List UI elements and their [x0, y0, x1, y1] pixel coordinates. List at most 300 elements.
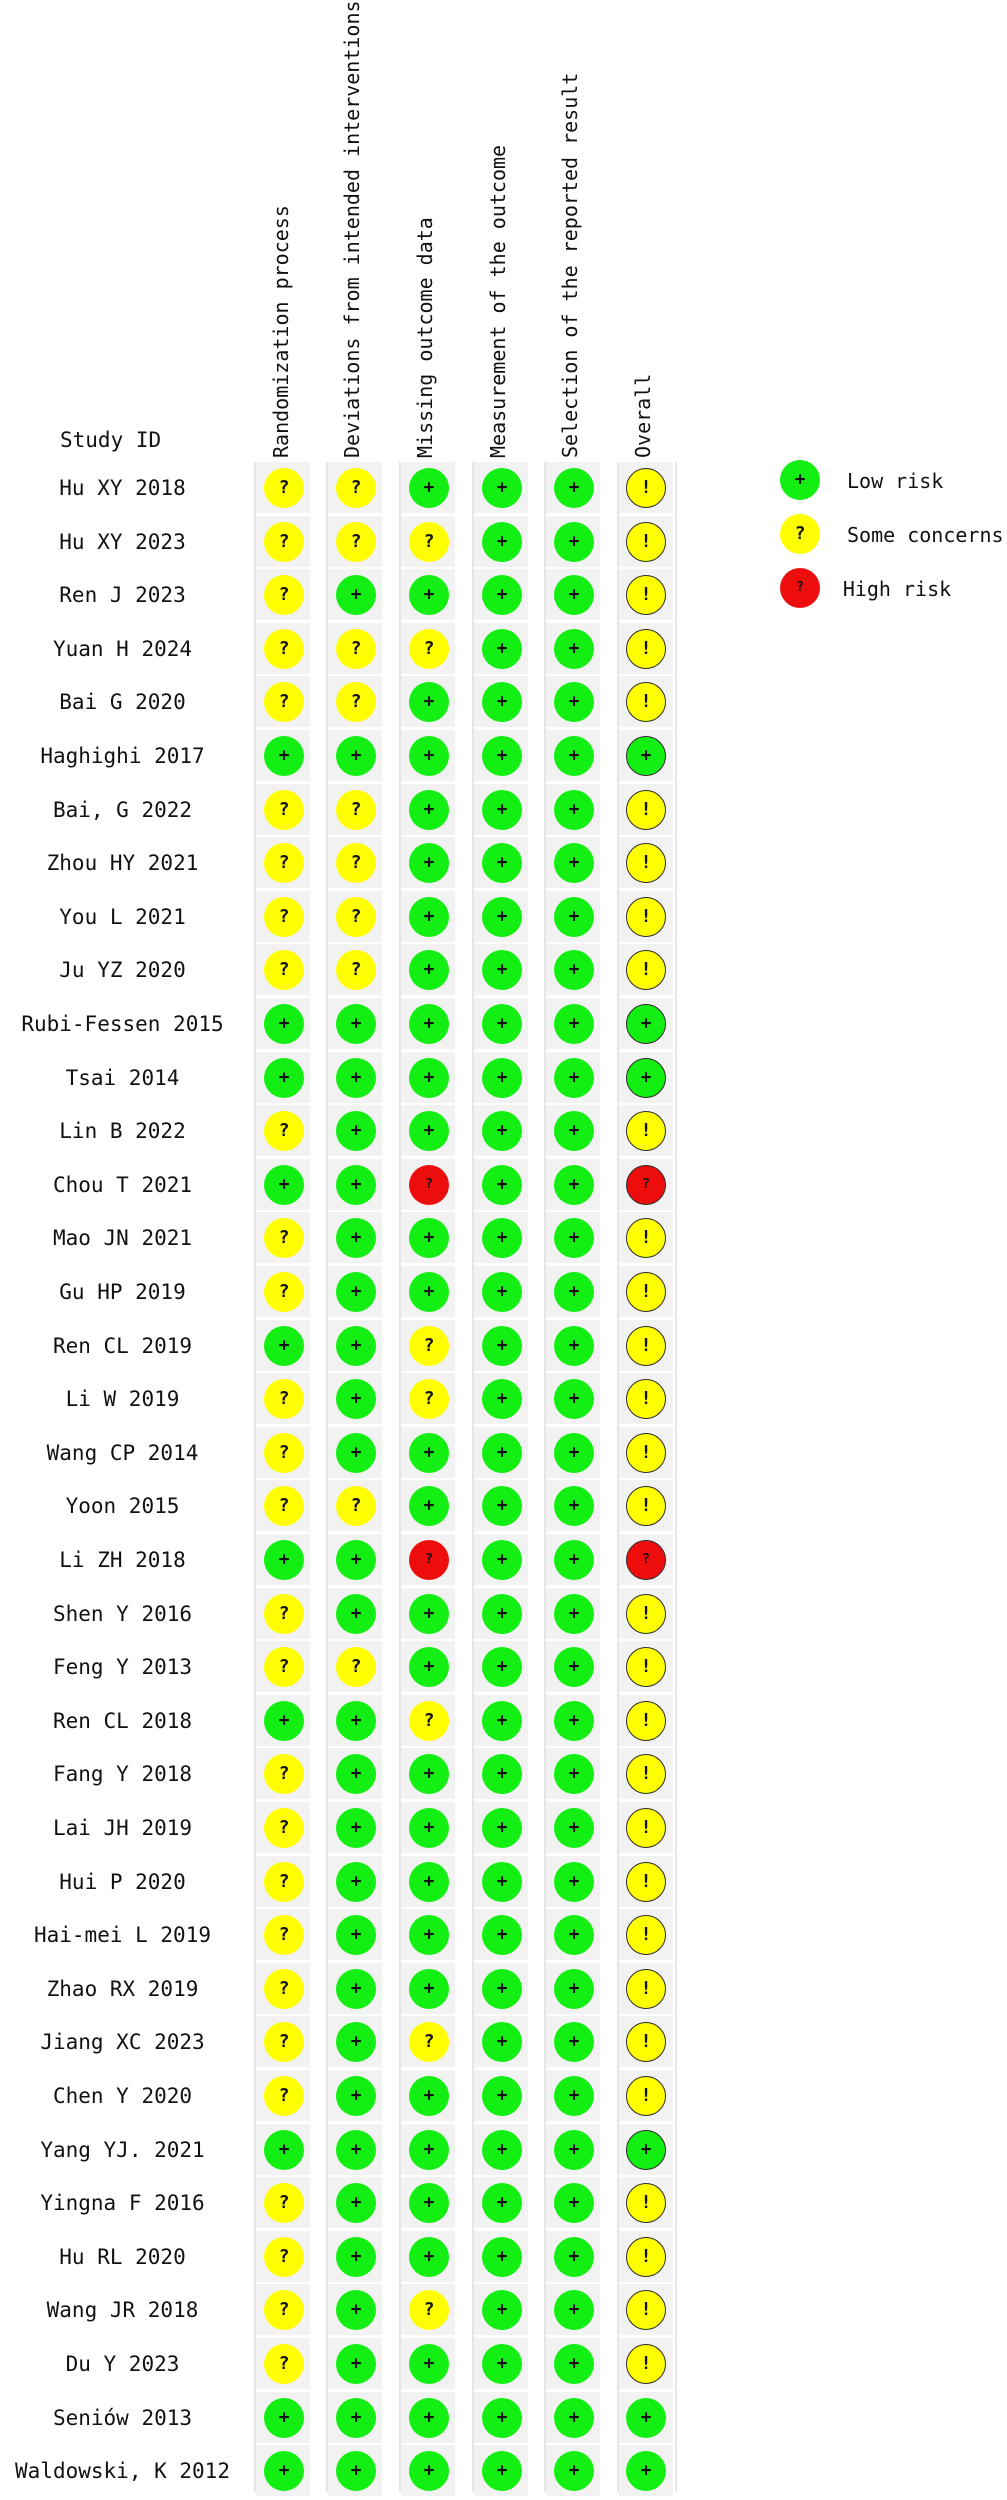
judgement-low-measurement: + — [482, 1433, 522, 1473]
judgement-low-selection: + — [554, 1165, 594, 1205]
judgement-low-selection: + — [554, 1969, 594, 2009]
judgement-low-missing-data: + — [409, 897, 449, 937]
judgement-low-randomization: + — [264, 1701, 304, 1741]
judgement-low-missing-data: + — [409, 1433, 449, 1473]
judgement-some-randomization: ? — [264, 2290, 304, 2330]
judgement-some-overall: ! — [626, 1647, 666, 1687]
judgement-low-overall: + — [626, 2130, 666, 2170]
judgement-some-deviations: ? — [336, 790, 376, 830]
judgement-some-overall: ! — [626, 1433, 666, 1473]
judgement-low-missing-data: + — [409, 1218, 449, 1258]
judgement-some-overall: ! — [626, 1915, 666, 1955]
judgement-low-deviations: + — [336, 1915, 376, 1955]
judgement-low-deviations: + — [336, 1111, 376, 1151]
judgement-high-overall: ? — [626, 1540, 666, 1580]
column-header-missing-data: Missing outcome data — [413, 217, 437, 458]
judgement-low-deviations: + — [336, 1433, 376, 1473]
study-row — [0, 2231, 680, 2284]
judgement-low-selection: + — [554, 1272, 594, 1312]
judgement-low-measurement: + — [482, 1754, 522, 1794]
judgement-some-missing-data: ? — [409, 1701, 449, 1741]
study-label: Mao JN 2021 — [52, 1226, 193, 1250]
study-row — [0, 1856, 680, 1909]
judgement-low-measurement: + — [482, 2237, 522, 2277]
judgement-low-measurement: + — [482, 843, 522, 883]
judgement-low-missing-data: + — [409, 1272, 449, 1312]
legend-label-high: High risk — [842, 577, 952, 601]
judgement-low-missing-data: + — [409, 1969, 449, 2009]
judgement-low-measurement: + — [482, 950, 522, 990]
judgement-low-missing-data: + — [409, 1058, 449, 1098]
judgement-low-randomization: + — [264, 736, 304, 776]
judgement-some-deviations: ? — [336, 897, 376, 937]
judgement-some-deviations: ? — [336, 522, 376, 562]
judgement-some-randomization: ? — [264, 522, 304, 562]
judgement-low-deviations: + — [336, 2076, 376, 2116]
study-row — [0, 2124, 680, 2177]
legend-item-some — [780, 512, 1004, 556]
judgement-high-overall: ? — [626, 1165, 666, 1205]
judgement-some-overall: ! — [626, 1594, 666, 1634]
judgement-some-deviations: ? — [336, 950, 376, 990]
study-id-header: Study ID — [60, 428, 162, 452]
judgement-low-selection: + — [554, 2076, 594, 2116]
study-row — [0, 2392, 680, 2445]
judgement-low-deviations: + — [336, 2237, 376, 2277]
study-row — [0, 998, 680, 1051]
study-label: Yang YJ. 2021 — [40, 2138, 205, 2162]
judgement-some-overall: ! — [626, 1808, 666, 1848]
judgement-some-randomization: ? — [264, 1272, 304, 1312]
judgement-low-measurement: + — [482, 1701, 522, 1741]
judgement-low-measurement: + — [482, 1862, 522, 1902]
judgement-some-overall: ! — [626, 1862, 666, 1902]
study-label: Feng Y 2013 — [52, 1655, 193, 1679]
study-row — [0, 1748, 680, 1801]
judgement-low-missing-data: + — [409, 682, 449, 722]
judgement-some-overall: ! — [626, 843, 666, 883]
judgement-low-overall: + — [626, 1004, 666, 1044]
study-label: Li ZH 2018 — [59, 1548, 186, 1572]
judgement-low-missing-data: + — [409, 2398, 449, 2438]
study-row — [0, 1588, 680, 1641]
study-row — [0, 569, 680, 622]
study-label: Jiang XC 2023 — [40, 2030, 205, 2054]
judgement-low-randomization: + — [264, 2451, 304, 2491]
judgement-some-randomization: ? — [264, 575, 304, 615]
judgement-low-selection: + — [554, 629, 594, 669]
judgement-low-measurement: + — [482, 1915, 522, 1955]
judgement-some-missing-data: ? — [409, 522, 449, 562]
study-row — [0, 1105, 680, 1158]
judgement-low-missing-data: + — [409, 1808, 449, 1848]
column-header-measurement: Measurement of the outcome — [486, 144, 510, 458]
column-header-overall: Overall — [631, 373, 655, 458]
judgement-some-overall: ! — [626, 1486, 666, 1526]
judgement-low-missing-data: + — [409, 1862, 449, 1902]
judgement-low-deviations: + — [336, 1754, 376, 1794]
judgement-some-overall: ! — [626, 2076, 666, 2116]
judgement-low-overall: + — [626, 2451, 666, 2491]
judgement-low-randomization: + — [264, 1540, 304, 1580]
judgement-low-missing-data: + — [409, 843, 449, 883]
judgement-some-randomization: ? — [264, 1969, 304, 2009]
judgement-low-measurement: + — [482, 468, 522, 508]
judgement-low-measurement: + — [482, 1058, 522, 1098]
judgement-low-selection: + — [554, 1647, 594, 1687]
judgement-low-deviations: + — [336, 2022, 376, 2062]
judgement-some-overall: ! — [626, 468, 666, 508]
judgement-low-selection: + — [554, 1004, 594, 1044]
judgement-low-selection: + — [554, 1594, 594, 1634]
judgement-some-deviations: ? — [336, 843, 376, 883]
study-label: Du Y 2023 — [65, 2352, 180, 2376]
judgement-low-measurement: + — [482, 790, 522, 830]
judgement-some-overall: ! — [626, 629, 666, 669]
judgement-low-measurement: + — [482, 1326, 522, 1366]
study-label: Lai JH 2019 — [52, 1816, 193, 1840]
judgement-low-deviations: + — [336, 1862, 376, 1902]
judgement-low-selection: + — [554, 790, 594, 830]
judgement-low-selection: + — [554, 2451, 594, 2491]
judgement-some-missing-data: ? — [409, 2290, 449, 2330]
judgement-low-selection: + — [554, 2022, 594, 2062]
judgement-low-deviations: + — [336, 1326, 376, 1366]
judgement-low-deviations: + — [336, 2130, 376, 2170]
study-row — [0, 2284, 680, 2337]
legend-swatch-some: ? — [780, 514, 820, 554]
judgement-low-missing-data: + — [409, 736, 449, 776]
judgement-high-missing-data: ? — [409, 1540, 449, 1580]
judgement-low-selection: + — [554, 1486, 594, 1526]
study-label: Yoon 2015 — [65, 1494, 180, 1518]
judgement-some-randomization: ? — [264, 897, 304, 937]
study-row — [0, 1266, 680, 1319]
legend-label-some: Some concerns — [847, 523, 1004, 547]
judgement-some-deviations: ? — [336, 1647, 376, 1687]
study-label: Waldowski, K 2012 — [15, 2459, 230, 2483]
study-row — [0, 1212, 680, 1265]
judgement-some-randomization: ? — [264, 2237, 304, 2277]
judgement-low-measurement: + — [482, 522, 522, 562]
judgement-low-missing-data: + — [409, 2451, 449, 2491]
study-label: Yuan H 2024 — [52, 637, 193, 661]
judgement-some-missing-data: ? — [409, 1326, 449, 1366]
judgement-low-selection: + — [554, 1701, 594, 1741]
study-label: Gu HP 2019 — [59, 1280, 186, 1304]
column-header-selection: Selection of the reported result — [558, 72, 582, 458]
study-row — [0, 1534, 680, 1587]
judgement-low-selection: + — [554, 1218, 594, 1258]
judgement-some-randomization: ? — [264, 1218, 304, 1258]
legend-swatch-high: ? — [780, 568, 820, 608]
study-label: Bai G 2020 — [59, 690, 186, 714]
study-label: Hu XY 2023 — [59, 530, 186, 554]
judgement-low-selection: + — [554, 1326, 594, 1366]
legend-swatch-low: + — [780, 460, 820, 500]
study-label: Zhou HY 2021 — [46, 851, 199, 875]
study-row — [0, 1963, 680, 2016]
judgement-some-overall: ! — [626, 2290, 666, 2330]
judgement-some-overall: ! — [626, 1701, 666, 1741]
judgement-low-missing-data: + — [409, 2076, 449, 2116]
judgement-low-missing-data: + — [409, 2183, 449, 2223]
judgement-some-randomization: ? — [264, 1433, 304, 1473]
judgement-low-missing-data: + — [409, 575, 449, 615]
judgement-low-randomization: + — [264, 1165, 304, 1205]
study-label: Ju YZ 2020 — [59, 958, 186, 982]
judgement-low-deviations: + — [336, 1218, 376, 1258]
judgement-low-measurement: + — [482, 1165, 522, 1205]
judgement-some-deviations: ? — [336, 682, 376, 722]
judgement-low-deviations: + — [336, 1594, 376, 1634]
study-row — [0, 676, 680, 729]
judgement-low-deviations: + — [336, 736, 376, 776]
judgement-low-selection: + — [554, 2237, 594, 2277]
judgement-some-overall: ! — [626, 1379, 666, 1419]
study-label: Hui P 2020 — [59, 1870, 186, 1894]
judgement-some-randomization: ? — [264, 1594, 304, 1634]
judgement-low-deviations: + — [336, 2344, 376, 2384]
study-row — [0, 891, 680, 944]
judgement-some-overall: ! — [626, 2344, 666, 2384]
study-row — [0, 2070, 680, 2123]
judgement-low-measurement: + — [482, 1808, 522, 1848]
judgement-some-randomization: ? — [264, 1647, 304, 1687]
judgement-some-overall: ! — [626, 897, 666, 937]
judgement-some-randomization: ? — [264, 1754, 304, 1794]
judgement-low-deviations: + — [336, 2398, 376, 2438]
judgement-some-randomization: ? — [264, 843, 304, 883]
judgement-low-selection: + — [554, 522, 594, 562]
judgement-some-overall: ! — [626, 1218, 666, 1258]
judgement-low-randomization: + — [264, 1058, 304, 1098]
judgement-low-missing-data: + — [409, 1754, 449, 1794]
study-label: Rubi-Fessen 2015 — [21, 1012, 224, 1036]
judgement-some-overall: ! — [626, 2183, 666, 2223]
judgement-some-missing-data: ? — [409, 2022, 449, 2062]
judgement-low-overall: + — [626, 736, 666, 776]
judgement-low-randomization: + — [264, 2398, 304, 2438]
judgement-low-selection: + — [554, 1111, 594, 1151]
judgement-low-selection: + — [554, 950, 594, 990]
judgement-low-missing-data: + — [409, 2130, 449, 2170]
judgement-low-deviations: + — [336, 2183, 376, 2223]
judgement-low-measurement: + — [482, 1647, 522, 1687]
judgement-low-measurement: + — [482, 1540, 522, 1580]
judgement-low-deviations: + — [336, 2451, 376, 2491]
study-label: Chen Y 2020 — [52, 2084, 193, 2108]
judgement-low-measurement: + — [482, 1272, 522, 1312]
judgement-low-selection: + — [554, 2290, 594, 2330]
legend-label-low: Low risk — [847, 469, 944, 493]
study-row — [0, 2177, 680, 2230]
judgement-low-deviations: + — [336, 2290, 376, 2330]
study-label: Bai, G 2022 — [52, 798, 193, 822]
judgement-low-measurement: + — [482, 2183, 522, 2223]
judgement-some-overall: ! — [626, 790, 666, 830]
judgement-some-overall: ! — [626, 2237, 666, 2277]
study-label: Zhao RX 2019 — [46, 1977, 199, 2001]
judgement-low-selection: + — [554, 2344, 594, 2384]
judgement-low-overall: + — [626, 2398, 666, 2438]
judgement-low-missing-data: + — [409, 1647, 449, 1687]
judgement-low-selection: + — [554, 1862, 594, 1902]
judgement-some-deviations: ? — [336, 468, 376, 508]
study-label: Hu XY 2018 — [59, 476, 186, 500]
judgement-some-missing-data: ? — [409, 1379, 449, 1419]
judgement-some-randomization: ? — [264, 1915, 304, 1955]
judgement-low-measurement: + — [482, 1379, 522, 1419]
judgement-some-randomization: ? — [264, 1486, 304, 1526]
judgement-low-measurement: + — [482, 1969, 522, 2009]
study-label: Ren CL 2019 — [52, 1334, 193, 1358]
study-row — [0, 1159, 680, 1212]
judgement-some-missing-data: ? — [409, 629, 449, 669]
study-label: Yingna F 2016 — [40, 2191, 205, 2215]
judgement-low-selection: + — [554, 1915, 594, 1955]
judgement-low-measurement: + — [482, 2451, 522, 2491]
legend-item-low — [780, 458, 1000, 502]
judgement-some-randomization: ? — [264, 1808, 304, 1848]
judgement-some-randomization: ? — [264, 2344, 304, 2384]
judgement-low-deviations: + — [336, 1272, 376, 1312]
judgement-low-selection: + — [554, 1058, 594, 1098]
judgement-low-selection: + — [554, 897, 594, 937]
judgement-low-measurement: + — [482, 2344, 522, 2384]
study-row — [0, 2016, 680, 2069]
judgement-low-deviations: + — [336, 1165, 376, 1205]
judgement-low-measurement: + — [482, 682, 522, 722]
judgement-low-selection: + — [554, 1754, 594, 1794]
judgement-some-randomization: ? — [264, 2076, 304, 2116]
judgement-low-selection: + — [554, 1808, 594, 1848]
study-label: Li W 2019 — [65, 1387, 180, 1411]
judgement-low-measurement: + — [482, 2022, 522, 2062]
judgement-low-selection: + — [554, 2398, 594, 2438]
judgement-some-overall: ! — [626, 950, 666, 990]
judgement-low-missing-data: + — [409, 1915, 449, 1955]
study-row — [0, 1695, 680, 1748]
judgement-some-overall: ! — [626, 1272, 666, 1312]
judgement-some-randomization: ? — [264, 1379, 304, 1419]
judgement-low-selection: + — [554, 736, 594, 776]
judgement-some-randomization: ? — [264, 1111, 304, 1151]
judgement-low-measurement: + — [482, 2130, 522, 2170]
judgement-some-deviations: ? — [336, 1486, 376, 1526]
judgement-some-overall: ! — [626, 2022, 666, 2062]
column-header-randomization: Randomization process — [269, 205, 293, 458]
study-row — [0, 730, 680, 783]
study-label: You L 2021 — [59, 905, 186, 929]
judgement-low-measurement: + — [482, 2076, 522, 2116]
study-label: Wang CP 2014 — [46, 1441, 199, 1465]
judgement-low-missing-data: + — [409, 1111, 449, 1151]
judgement-low-selection: + — [554, 1379, 594, 1419]
judgement-low-deviations: + — [336, 1004, 376, 1044]
study-row — [0, 1641, 680, 1694]
study-row — [0, 837, 680, 890]
judgement-low-missing-data: + — [409, 790, 449, 830]
study-row — [0, 1480, 680, 1533]
judgement-low-measurement: + — [482, 629, 522, 669]
judgement-some-overall: ! — [626, 1111, 666, 1151]
judgement-low-randomization: + — [264, 1326, 304, 1366]
study-row — [0, 462, 680, 515]
judgement-low-measurement: + — [482, 736, 522, 776]
judgement-low-selection: + — [554, 1433, 594, 1473]
judgement-low-measurement: + — [482, 1594, 522, 1634]
judgement-some-overall: ! — [626, 522, 666, 562]
judgement-low-selection: + — [554, 2130, 594, 2170]
judgement-low-selection: + — [554, 682, 594, 722]
study-label: Hai-mei L 2019 — [33, 1923, 211, 1947]
study-row — [0, 1052, 680, 1105]
judgement-low-missing-data: + — [409, 2344, 449, 2384]
judgement-low-selection: + — [554, 575, 594, 615]
judgement-some-randomization: ? — [264, 2022, 304, 2062]
judgement-low-measurement: + — [482, 2398, 522, 2438]
study-label: Ren CL 2018 — [52, 1709, 193, 1733]
study-label: Shen Y 2016 — [52, 1602, 193, 1626]
study-row — [0, 1427, 680, 1480]
judgement-some-randomization: ? — [264, 468, 304, 508]
judgement-some-randomization: ? — [264, 682, 304, 722]
study-row — [0, 516, 680, 569]
judgement-low-selection: + — [554, 843, 594, 883]
judgement-low-deviations: + — [336, 1701, 376, 1741]
judgement-low-measurement: + — [482, 1111, 522, 1151]
judgement-some-randomization: ? — [264, 790, 304, 830]
judgement-low-deviations: + — [336, 1540, 376, 1580]
judgement-low-randomization: + — [264, 2130, 304, 2170]
study-row — [0, 2338, 680, 2391]
study-label: Fang Y 2018 — [52, 1762, 193, 1786]
judgement-low-missing-data: + — [409, 1486, 449, 1526]
study-row — [0, 1320, 680, 1373]
judgement-low-missing-data: + — [409, 1594, 449, 1634]
study-label: Lin B 2022 — [59, 1119, 186, 1143]
judgement-low-deviations: + — [336, 1969, 376, 2009]
judgement-some-randomization: ? — [264, 2183, 304, 2223]
judgement-low-selection: + — [554, 468, 594, 508]
study-label: Seniów 2013 — [52, 2406, 193, 2430]
study-row — [0, 944, 680, 997]
study-label: Hu RL 2020 — [59, 2245, 186, 2269]
study-row — [0, 1373, 680, 1426]
judgement-some-randomization: ? — [264, 629, 304, 669]
judgement-some-overall: ! — [626, 682, 666, 722]
judgement-low-overall: + — [626, 1058, 666, 1098]
legend-item-high — [780, 566, 1000, 610]
judgement-some-overall: ! — [626, 1969, 666, 2009]
judgement-low-measurement: + — [482, 575, 522, 615]
judgement-low-randomization: + — [264, 1004, 304, 1044]
judgement-low-missing-data: + — [409, 2237, 449, 2277]
judgement-low-deviations: + — [336, 1808, 376, 1848]
judgement-some-deviations: ? — [336, 629, 376, 669]
judgement-low-deviations: + — [336, 575, 376, 615]
judgement-low-measurement: + — [482, 1218, 522, 1258]
judgement-some-overall: ! — [626, 1326, 666, 1366]
study-row — [0, 784, 680, 837]
study-row — [0, 2445, 680, 2498]
judgement-low-deviations: + — [336, 1379, 376, 1419]
judgement-some-randomization: ? — [264, 1862, 304, 1902]
judgement-low-missing-data: + — [409, 468, 449, 508]
study-row — [0, 1802, 680, 1855]
judgement-low-measurement: + — [482, 1486, 522, 1526]
